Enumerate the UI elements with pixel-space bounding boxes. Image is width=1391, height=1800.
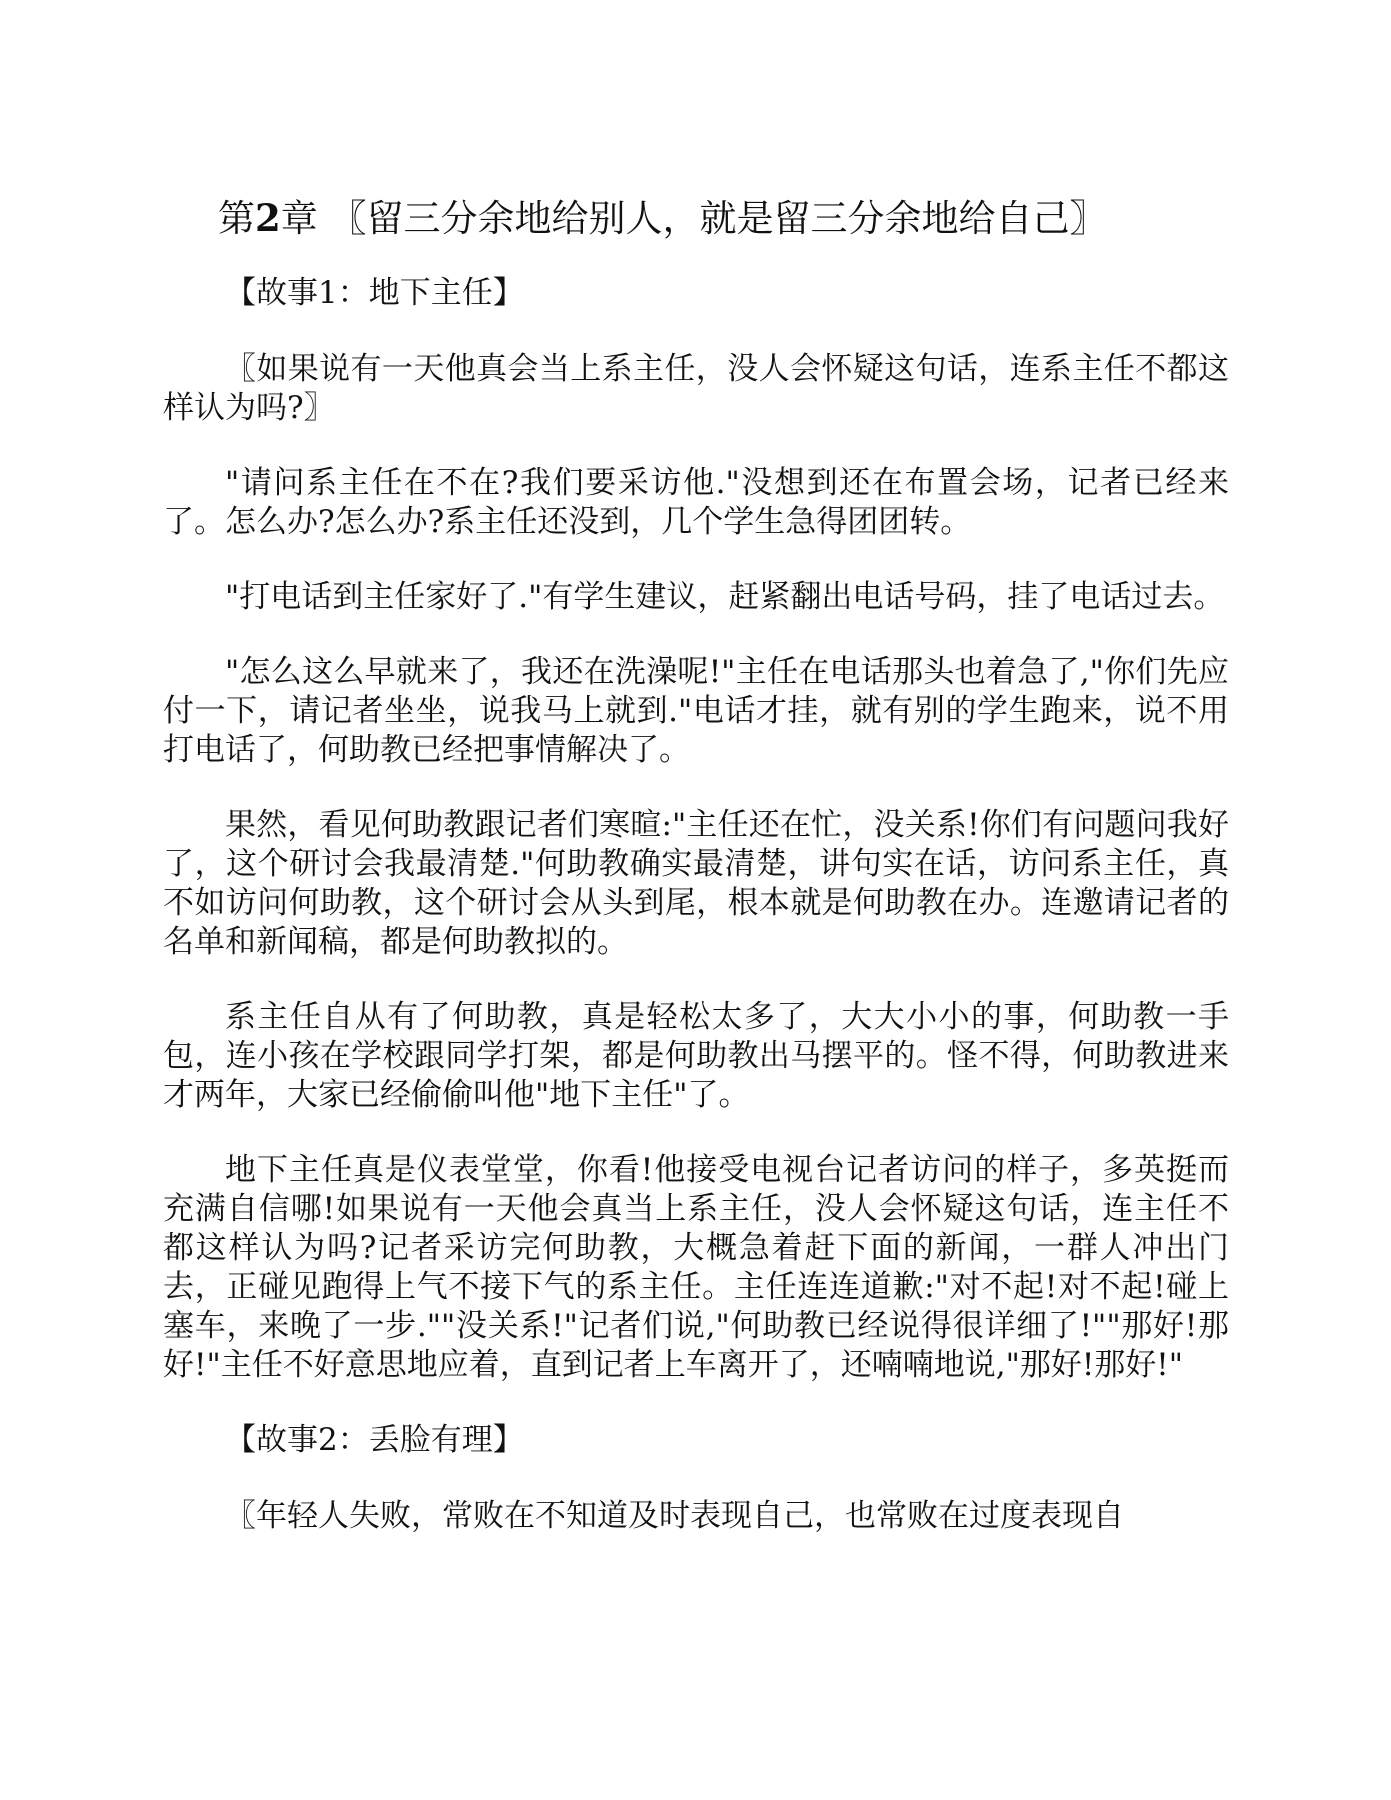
story-heading: 【故事2：丢脸有理】: [225, 1422, 524, 1458]
story-epigraph: 〖年轻人失败，常败在不知道及时表现自己，也常败在过度表现自: [225, 1498, 1124, 1534]
paragraph: "怎么这么早就来了，我还在洗澡呢!"主任在电话那头也着急了,"你们先应付一下，请记者坐坐，说我马上就到."电话才挂，就有别的学生跑来，说不用打电话了，何助教已经把事情解决了。: [163, 654, 1229, 768]
chapter-title: [218, 192, 1218, 245]
chapter-title-text: 章 〖留三分余地给别人，就是留三分余地给自己〗: [280, 197, 1107, 240]
paragraph: 地下主任真是仪表堂堂，你看!他接受电视台记者访问的样子，多英挺而充满自信哪!如果说有一天他会真当上系主任，没人会怀疑这句话，连主任不都这样认为吗?记者采访完何助教，大概急着赶下面的新闻，一群人冲出门去，正碰见跑得上气不接下气的系主任。主任连连道歉:"对不起!对不起!碰上塞车，来晚了一步.""没关系!"记者们说,"何助教已经说得很详细了!""那好!那好!"主任不好意思地应着，直到记者上车离开了，还喃喃地说,"那好!那好!": [163, 1152, 1229, 1383]
story-heading: 【故事1：地下主任】: [225, 275, 524, 311]
paragraph: 系主任自从有了何助教，真是轻松太多了，大大小小的事，何助教一手包，连小孩在学校跟同学打架，都是何助教出马摆平的。怪不得，何助教进来才两年，大家已经偷偷叫他"地下主任"了。: [163, 999, 1229, 1113]
chapter-title-prefix: 第: [218, 197, 255, 240]
paragraph: 果然，看见何助教跟记者们寒暄:"主任还在忙，没关系!你们有问题问我好了，这个研讨会我最清楚."何助教确实最清楚，讲句实在话，访问系主任，真不如访问何助教，这个研讨会从头到尾，根本就是何助教在办。连邀请记者的名单和新闻稿，都是何助教拟的。: [163, 807, 1229, 960]
paragraph: "打电话到主任家好了."有学生建议，赶紧翻出电话号码，挂了电话过去。: [225, 579, 1225, 615]
chapter-number: 2: [255, 196, 281, 240]
paragraph: "请问系主任在不在?我们要采访他."没想到还在布置会场，记者已经来了。怎么办?怎么办?系主任还没到，几个学生急得团团转。: [163, 465, 1229, 540]
story-epigraph: 〖如果说有一天他真会当上系主任，没人会怀疑这句话，连系主任不都这样认为吗?〗: [163, 351, 1229, 426]
document-body: [163, 274, 1229, 1572]
